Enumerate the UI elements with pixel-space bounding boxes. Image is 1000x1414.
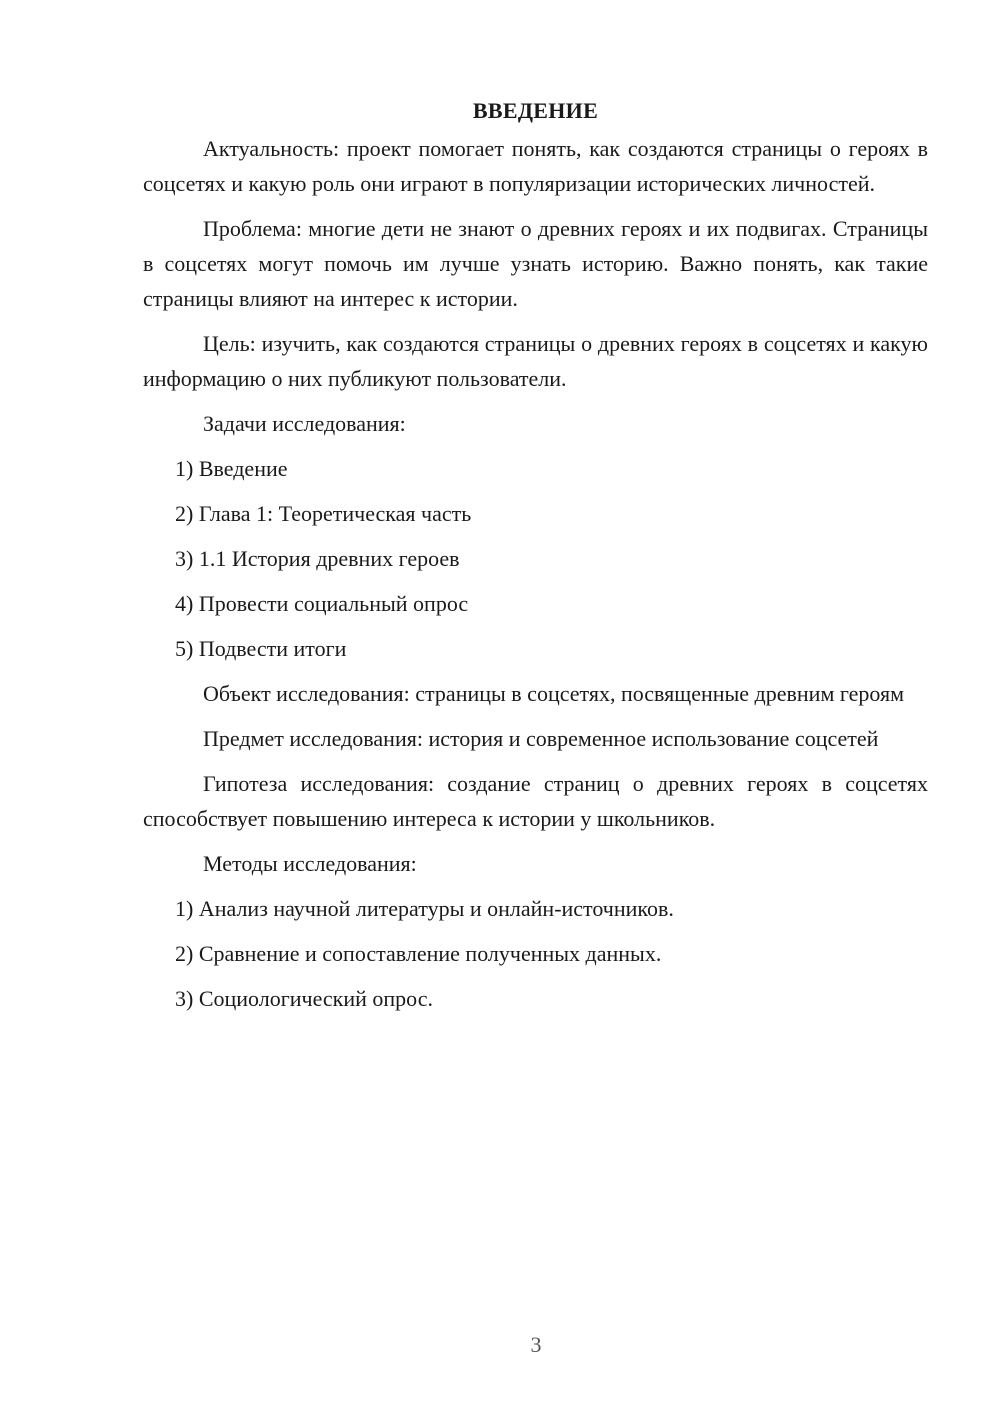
page-number: 3	[530, 1332, 542, 1357]
list-item: 2) Глава 1: Теоретическая часть	[175, 501, 472, 526]
tasks-title: Задачи исследования:	[203, 411, 406, 436]
subject-paragraph: Предмет исследования: история и современное использование соцсетей	[203, 726, 879, 751]
goal-paragraph: Цель: изучить, как создаются страницы о древних героях в соцсетях и какую информацию о них публикуют пользователи.	[143, 331, 928, 391]
relevance-paragraph: Актуальность: проект помогает понять, как создаются страницы о героях в соцсетях и какую роль они играют в популяризации исторических личностей.	[143, 136, 928, 196]
methods-list	[143, 891, 928, 1016]
document-page	[143, 96, 928, 1026]
list-item: 1) Введение	[175, 456, 288, 481]
list-item: 3) Социологический опрос.	[175, 986, 433, 1011]
list-item: 2) Сравнение и сопоставление полученных данных.	[175, 941, 662, 966]
section-heading: ВВЕДЕНИЕ	[472, 98, 599, 123]
tasks-list	[143, 451, 928, 666]
methods-title: Методы исследования:	[203, 851, 417, 876]
hypothesis-paragraph: Гипотеза исследования: создание страниц о древних героях в соцсетях способствует повышению интереса к истории у школьников.	[143, 771, 928, 831]
list-item: 4) Провести социальный опрос	[175, 591, 469, 616]
object-paragraph: Объект исследования: страницы в соцсетях, посвященные древним героям	[203, 681, 904, 706]
list-item: 5) Подвести итоги	[175, 636, 347, 661]
list-item: 1) Анализ научной литературы и онлайн-источников.	[175, 896, 674, 921]
list-item: 3) 1.1 История древних героев	[175, 546, 460, 571]
problem-paragraph: Проблема: многие дети не знают о древних героях и их подвигах. Страницы в соцсетях могут помочь им лучше узнать историю. Важно понять, как такие страницы влияют на интерес к истории.	[143, 216, 928, 311]
